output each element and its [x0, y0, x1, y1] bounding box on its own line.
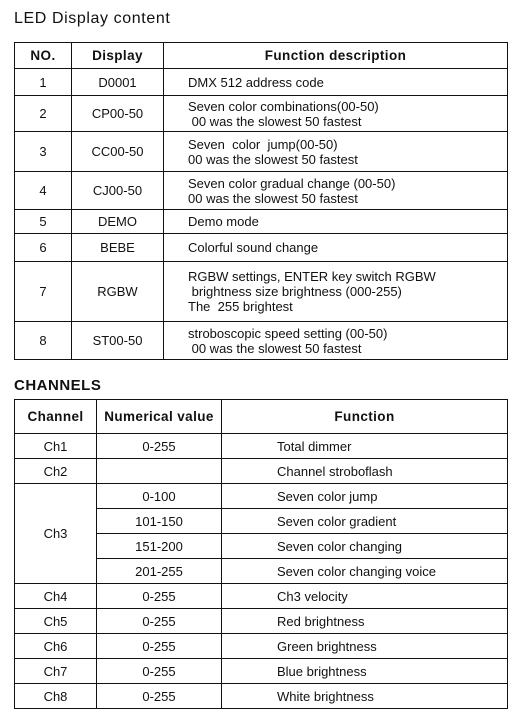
numerical-value: 201-255 [97, 559, 222, 584]
channel-function: Channel stroboflash [222, 459, 508, 484]
function-description [164, 69, 508, 96]
table-row [15, 584, 508, 609]
header-function: Function [222, 400, 508, 434]
channels-table [14, 399, 508, 709]
header-numerical-value: Numerical value [97, 400, 222, 434]
function-description [164, 96, 508, 132]
row-number: 8 [15, 322, 72, 360]
channel-name: Ch2 [15, 459, 97, 484]
numerical-value: 151-200 [97, 534, 222, 559]
row-number: 4 [15, 172, 72, 210]
description-line: 00 was the slowest 50 fastest [188, 340, 362, 356]
display-code: D0001 [72, 69, 164, 96]
display-code: CJ00-50 [72, 172, 164, 210]
channel-name: Ch1 [15, 434, 97, 459]
description-line: Demo mode [188, 214, 259, 229]
description-line: RGBW settings, ENTER key switch RGBW [188, 269, 436, 284]
description-line: brightness size brightness (000-255) [188, 284, 402, 299]
channel-function: White brightness [222, 684, 508, 709]
channel-name: Ch6 [15, 634, 97, 659]
channel-function: Blue brightness [222, 659, 508, 684]
function-description [164, 210, 508, 234]
function-description [164, 234, 508, 262]
numerical-value: 101-150 [97, 509, 222, 534]
row-number: 1 [15, 69, 72, 96]
numerical-value [97, 459, 222, 484]
description-line: 00 was the slowest 50 fastest [188, 151, 358, 167]
row-number: 3 [15, 132, 72, 172]
header-function-description: Function description [164, 43, 508, 69]
row-number: 2 [15, 96, 72, 132]
row-number: 6 [15, 234, 72, 262]
display-code: RGBW [72, 262, 164, 322]
description-line: 00 was the slowest 50 fastest [188, 190, 358, 206]
channel-name: Ch5 [15, 609, 97, 634]
function-description [164, 172, 508, 210]
table-row [15, 69, 508, 96]
channel-function: Green brightness [222, 634, 508, 659]
description-line: The 255 brightest [188, 299, 293, 314]
channel-function: Seven color jump [222, 484, 508, 509]
display-code: DEMO [72, 210, 164, 234]
function-description [164, 322, 508, 360]
channel-function: Total dimmer [222, 434, 508, 459]
led-display-table [14, 42, 508, 360]
row-number: 7 [15, 262, 72, 322]
channel-name: Ch8 [15, 684, 97, 709]
table-row [15, 132, 508, 172]
table-row [15, 659, 508, 684]
table-row [15, 322, 508, 360]
channel-function: Ch3 velocity [222, 584, 508, 609]
description-line: stroboscopic speed setting (00-50) [188, 325, 388, 341]
led-section-title: LED Display content [14, 10, 171, 27]
display-code: BEBE [72, 234, 164, 262]
channels-section-title: CHANNELS [14, 377, 102, 394]
description-line: Seven color jump(00-50) [188, 136, 338, 152]
table-row [15, 609, 508, 634]
channel-name: Ch3 [15, 484, 97, 584]
header-no: NO. [15, 43, 72, 69]
table-row [15, 434, 508, 459]
display-code: ST00-50 [72, 322, 164, 360]
channel-function: Seven color changing voice [222, 559, 508, 584]
table-row [15, 234, 508, 262]
channel-function: Seven color changing [222, 534, 508, 559]
channel-function: Red brightness [222, 609, 508, 634]
table-row [15, 459, 508, 484]
numerical-value: 0-255 [97, 434, 222, 459]
numerical-value: 0-255 [97, 609, 222, 634]
description-line: 00 was the slowest 50 fastest [188, 113, 362, 129]
table-row [15, 172, 508, 210]
channel-name: Ch7 [15, 659, 97, 684]
header-display: Display [72, 43, 164, 69]
table-row [15, 484, 508, 509]
function-description [164, 132, 508, 172]
numerical-value: 0-255 [97, 584, 222, 609]
table-row [15, 684, 508, 709]
display-code: CP00-50 [72, 96, 164, 132]
description-line: Colorful sound change [188, 240, 319, 255]
table-row [15, 210, 508, 234]
table-row [15, 262, 508, 322]
header-channel: Channel [15, 400, 97, 434]
table-row [15, 634, 508, 659]
function-description [164, 262, 508, 322]
channel-function: Seven color gradient [222, 509, 508, 534]
numerical-value: 0-255 [97, 684, 222, 709]
description-line: DMX 512 address code [188, 74, 324, 90]
display-code: CC00-50 [72, 132, 164, 172]
numerical-value: 0-100 [97, 484, 222, 509]
numerical-value: 0-255 [97, 659, 222, 684]
description-line: Seven color combinations(00-50) [188, 98, 379, 114]
description-line: Seven color gradual change (00-50) [188, 175, 396, 191]
numerical-value: 0-255 [97, 634, 222, 659]
row-number: 5 [15, 210, 72, 234]
channel-name: Ch4 [15, 584, 97, 609]
table-row [15, 96, 508, 132]
